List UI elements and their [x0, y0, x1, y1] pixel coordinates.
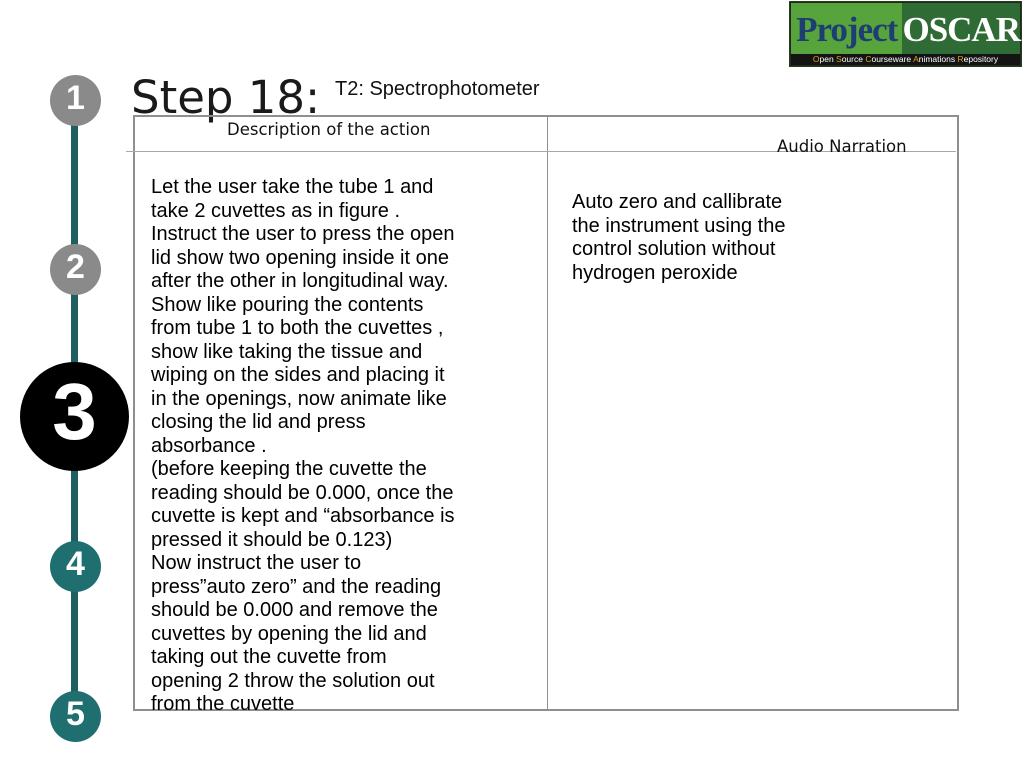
audio-narration-text: Auto zero and callibrate the instrument using the control solution without hydrogen peroxide: [572, 191, 786, 284]
step-indicator-4[interactable]: 4: [50, 541, 101, 592]
column-header-audio-narration: Audio Narration: [777, 137, 907, 156]
step-indicator-2[interactable]: 2: [50, 244, 101, 295]
logo-word-project: Project: [791, 3, 902, 56]
page-title: Step 18:: [131, 71, 321, 124]
logo-banner: [791, 3, 1020, 56]
page-subtitle: T2: Spectrophotometer: [335, 78, 540, 100]
step-indicator-5[interactable]: 5: [50, 691, 101, 742]
project-oscar-logo: [789, 1, 1022, 67]
step-indicator-1[interactable]: 1: [50, 75, 101, 126]
table-column-divider: [547, 115, 548, 711]
logo-tagline: Open Source Courseware Animations Repository: [791, 54, 1020, 65]
logo-word-oscar: OSCAR: [902, 3, 1020, 56]
step-indicator-3-current[interactable]: 3: [20, 362, 129, 471]
action-description-text: Let the user take the tube 1 and take 2 cuvettes as in figure . Instruct the user to press the open lid show two opening inside it one after the other in longitudinal way. Show like pouring the contents from tube 1 to both the cuvettes , show like taking the tissue and wiping on the sides and placing it in the openings, now animate like closing the lid and press absorbance . (before keeping the cuvette the reading should be 0.000, once the cuvette is kept and “absorbance is pressed it should be 0.123) Now instruct the user to press”auto zero” and the reading should be 0.000 and remove the cuvettes by opening the lid and taking out the cuvette from opening 2 throw the solution out from the cuvette: [151, 176, 455, 715]
column-header-description: Description of the action: [227, 120, 431, 139]
